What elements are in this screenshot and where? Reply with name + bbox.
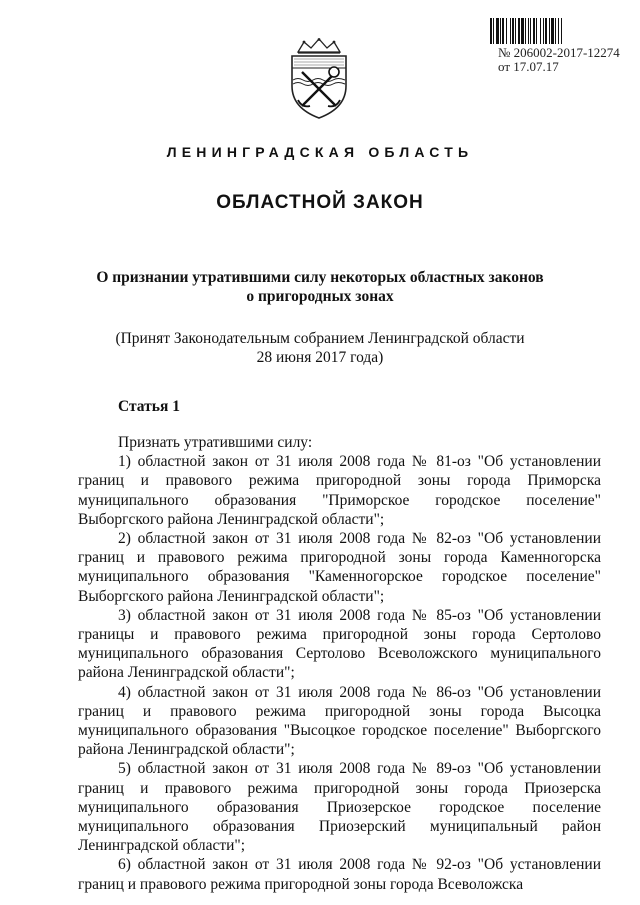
adoption-note [80, 329, 560, 367]
law-title-line: о пригородных зонах [246, 288, 394, 305]
list-item: 2) областной закон от 31 июля 2008 года № 82-оз "Об установлении границ и правового режима пригородной зоны города Каменногорска муниципального образования "Каменногорское городское поселение" Выборгского района Ленинградской области"; [78, 530, 601, 605]
article-intro: Признать утратившими силу: [118, 434, 313, 451]
list-item: 5) областной закон от 31 июля 2008 года № 89-оз "Об установлении границ и правового режима пригородной зоны города Приозерска муниципального образования Приозерское городское поселение муниципального образования Приозерский муниципальный район Ленинградской области"; [78, 760, 601, 855]
coat-of-arms-icon [284, 38, 354, 120]
adoption-note-line: 28 июня 2017 года) [256, 349, 384, 366]
registration-number: № 206002-2017-12274 [498, 45, 620, 60]
list-item: 4) областной закон от 31 июля 2008 года № 86-оз "Об установлении границ и правового режима пригородной зоны города Высоцка муниципального образования "Высоцкое городское поселение" Выборгского района Ленинградской области"; [78, 683, 601, 759]
article-heading: Статья 1 [118, 398, 180, 415]
adoption-note-line: (Принят Законодательным собранием Ленинградской области [115, 330, 525, 347]
registration-block [498, 46, 620, 74]
region-heading: ЛЕНИНГРАДСКАЯ ОБЛАСТЬ [166, 144, 474, 160]
barcode [490, 18, 624, 44]
list-item: 6) областной закон от 31 июля 2008 года № 92-оз "Об установлении границ и правового режима пригородной зоны города Всеволожска [78, 856, 601, 893]
article-body [78, 433, 601, 894]
law-type-heading: ОБЛАСТНОЙ ЗАКОН [216, 192, 424, 213]
registration-date: от 17.07.17 [498, 59, 559, 74]
law-title-line: О признании утратившими силу некоторых областных законов [96, 269, 544, 286]
list-item: 3) областной закон от 31 июля 2008 года № 85-оз "Об установлении границы и правового режима пригородной зоны города Сертолово муниципального образования Сертолово Всеволожского муниципального района Ленинградской области"; [78, 606, 601, 682]
law-title [80, 268, 560, 306]
list-item: 1) областной закон от 31 июля 2008 года № 81-оз "Об установлении границ и правового режима пригородной зоны города Приморска муниципального образования "Приморское городское поселение" Выборгского района Ленинградской области"; [78, 453, 601, 528]
barcode-bar [562, 18, 563, 44]
